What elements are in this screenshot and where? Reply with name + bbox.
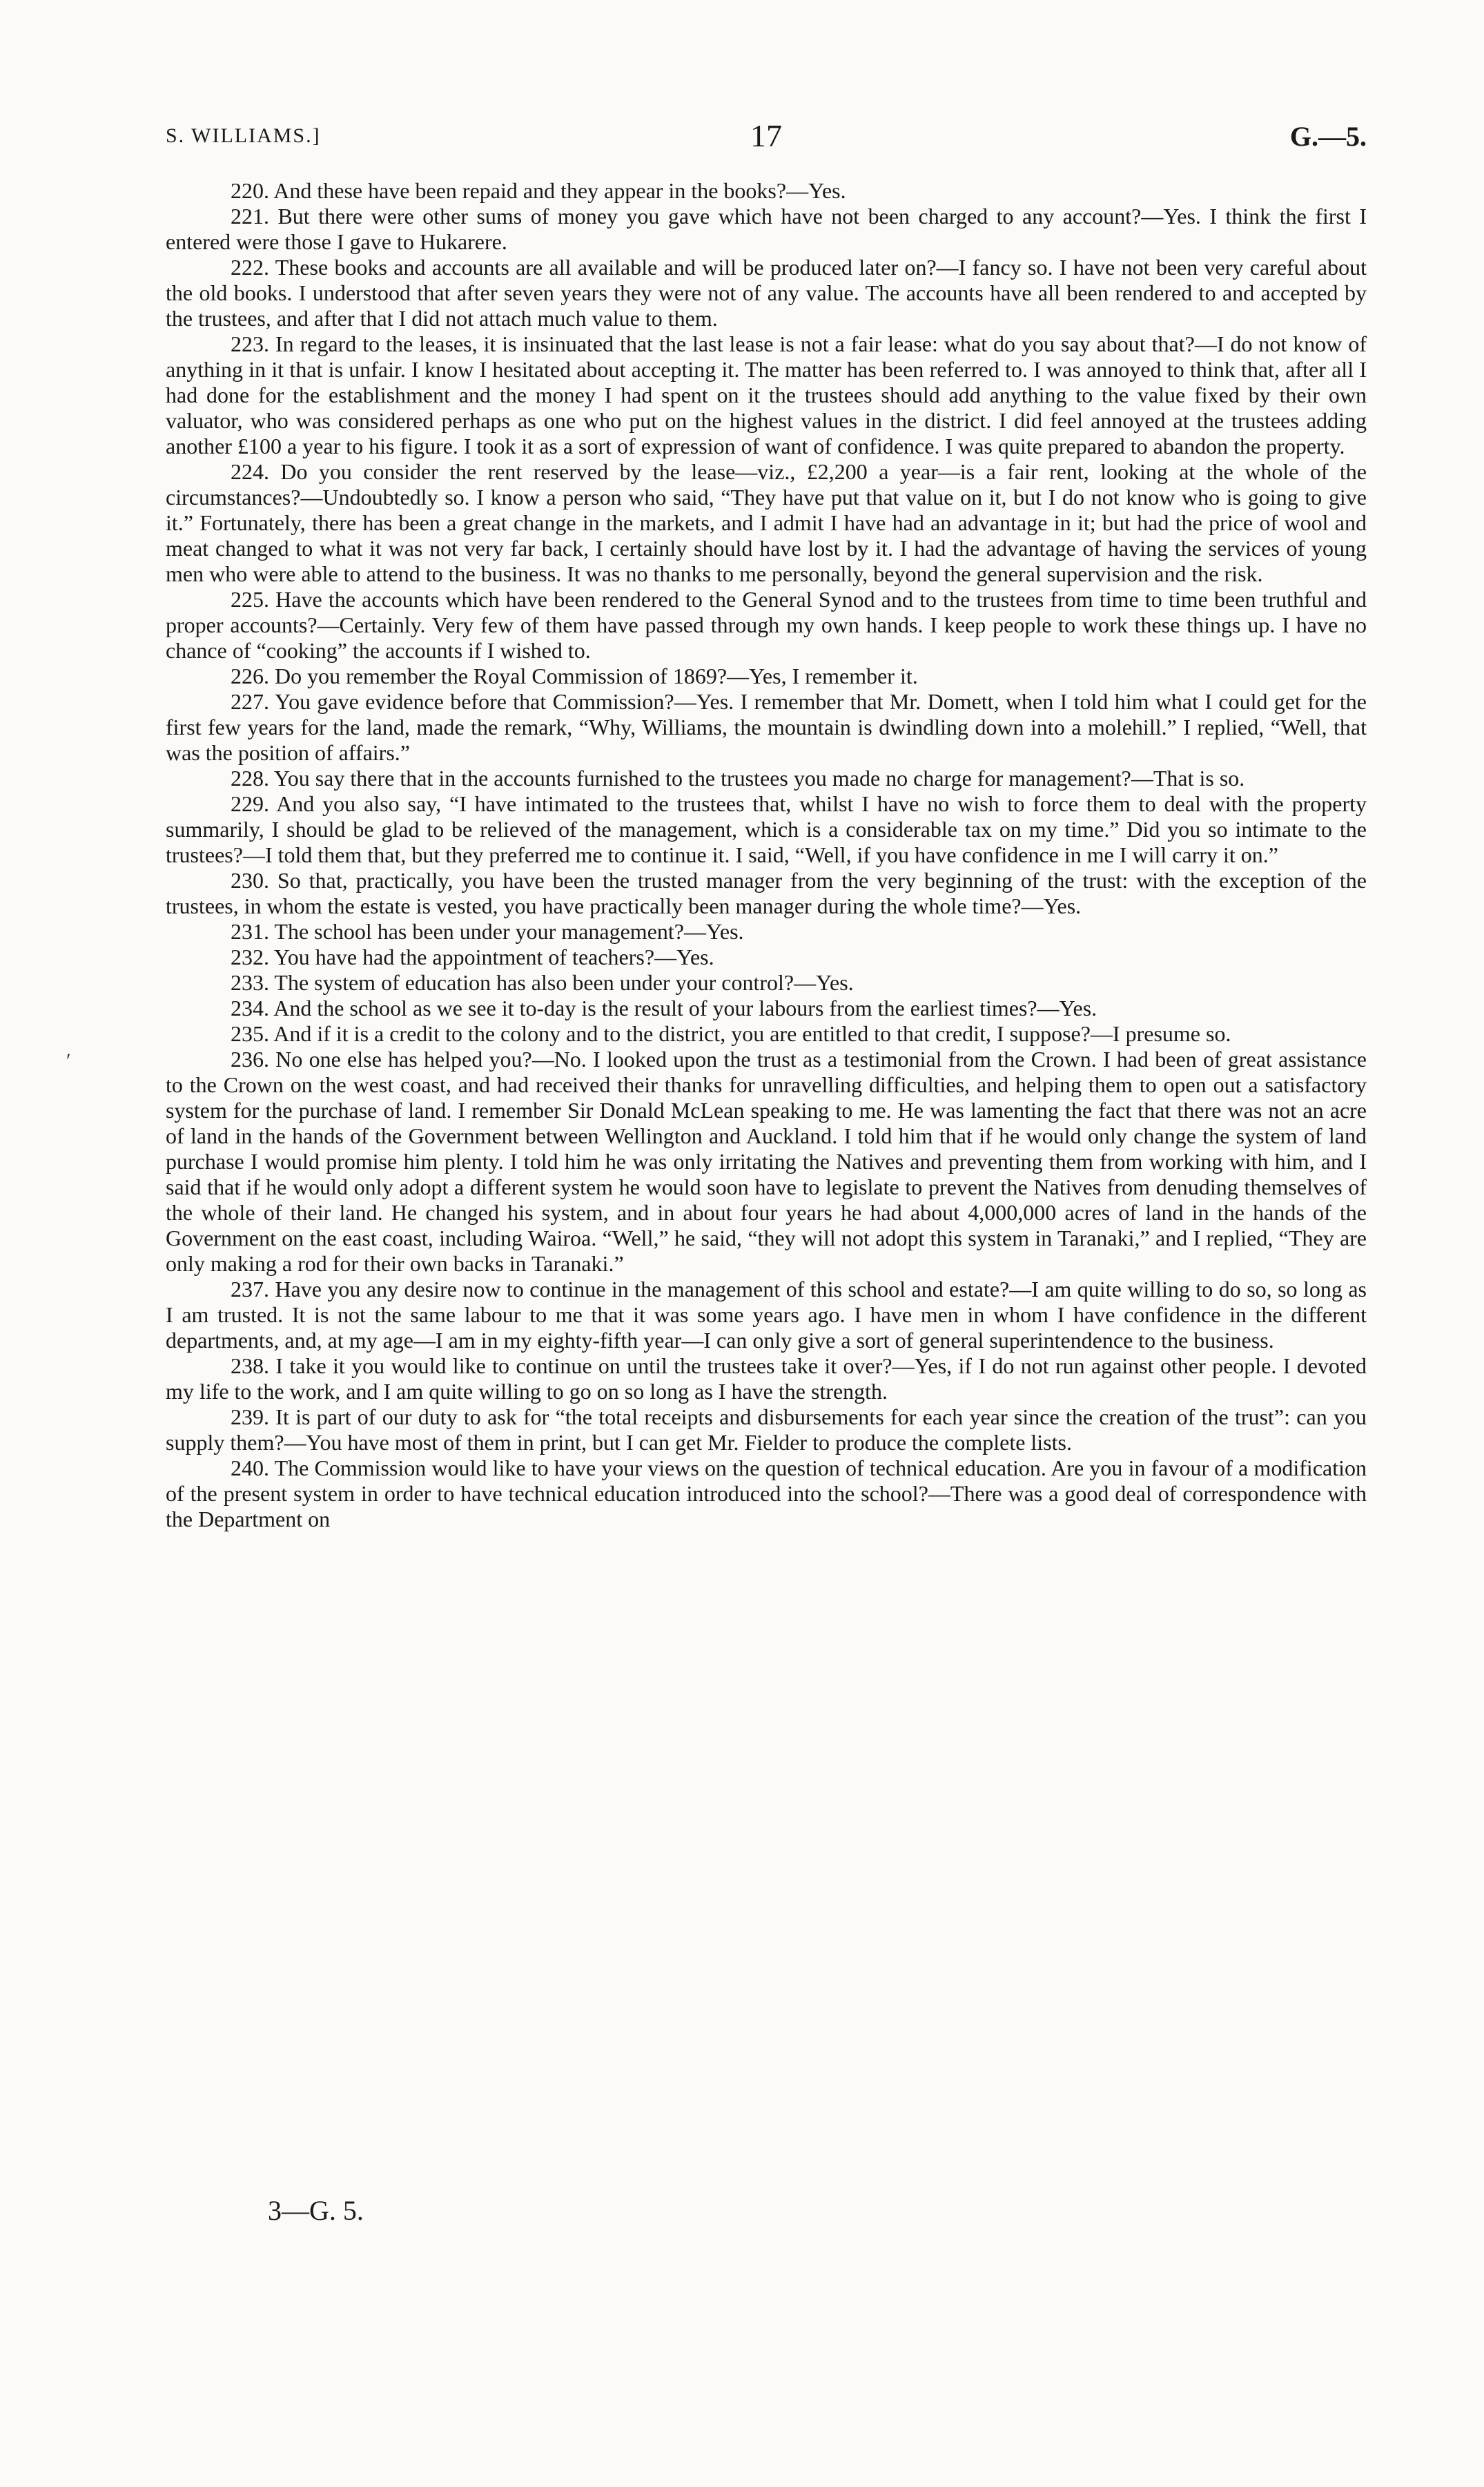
paragraph-231: 231. The school has been under your management?—Yes. xyxy=(231,919,744,944)
margin-mark: ′ xyxy=(66,1049,71,1072)
paragraph-223: 223. In regard to the leases, it is insinuated that the last lease is not a fair lease: what do you say about that?—I do not know of anything in it that is unfair. I know I hesitated about accepting it. The matter has been referred to. I was annoyed to think that, after all I had done for the establishment and the money I had spent on it the trustees should add anything to the value fixed by their own valuator, who was considered perhaps as one who put on the highest values in the district. I did feel annoyed at the trustees adding another £100 a year to his figure. I took it as a sort of expression of want of confidence. I was quite prepared to abandon the property. xyxy=(166,331,1367,458)
paragraph-234: 234. And the school as we see it to-day is the result of your labours from the earliest times?—Yes. xyxy=(231,996,1097,1020)
paragraph-237: 237. Have you any desire now to continue in the management of this school and estate?—I am quite willing to do so, so long as I am trusted. It is not the same labour to me that it was some years ago. I have men in whom I have confidence in the different departments, and, at my age—I am in my eighty-fifth year—I can only give a sort of general superintendence to the business. xyxy=(166,1277,1367,1353)
page-header xyxy=(166,117,1367,166)
paragraph-220: 220. And these have been repaid and they appear in the books?—Yes. xyxy=(231,178,846,203)
paragraph-232: 232. You have had the appointment of teachers?—Yes. xyxy=(231,945,714,969)
paragraph-240: 240. The Commission would like to have your views on the question of technical education. Are you in favour of a modification of the present system in order to have technical education introduced into the school?—There was a good deal of correspondence with the Department on xyxy=(166,1455,1367,1531)
printer-signature: 3—G. 5. xyxy=(268,2195,364,2226)
paragraph-233: 233. The system of education has also been under your control?—Yes. xyxy=(231,970,854,995)
paragraph-227: 227. You gave evidence before that Commission?—Yes. I remember that Mr. Domett, when I told him what I could get for the first few years for the land, made the remark, “Why, Williams, the mountain is dwindling down into a molehill.” I replied, “Well, that was the position of affairs.” xyxy=(166,689,1367,765)
evidence-body xyxy=(166,178,1367,1532)
paragraph-228: 228. You say there that in the accounts furnished to the trustees you made no charge for management?—That is so. xyxy=(231,766,1245,791)
paragraph-235: 235. And if it is a credit to the colony and to the district, you are entitled to that credit, I suppose?—I presume so. xyxy=(231,1021,1231,1046)
page-number: 17 xyxy=(750,118,782,153)
paragraph-239: 239. It is part of our duty to ask for “the total receipts and disbursements for each year since the creation of the trust”: can you supply them?—You have most of them in print, but I can get Mr. Fielder to produce the complete lists. xyxy=(166,1404,1367,1455)
paragraph-221: 221. But there were other sums of money you gave which have not been charged to any account?—Yes. I think the first I entered were those I gave to Hukarere. xyxy=(166,204,1367,254)
witness-name: S. WILLIAMS.] xyxy=(166,124,321,147)
paragraph-229: 229. And you also say, “I have intimated to the trustees that, whilst I have no wish to force them to deal with the property summarily, I should be glad to be relieved of the management, which is a considerable tax on my time.” Did you so intimate to the trustees?—I told them that, but they preferred me to continue it. I said, “Well, if you have confidence in me I will carry it on.” xyxy=(166,791,1367,867)
paper-reference: G.—5. xyxy=(1289,121,1367,152)
paragraph-230: 230. So that, practically, you have been the trusted manager from the very beginning of the trust: with the exception of the trustees, in whom the estate is vested, you have practically been manager during the whole time?—Yes. xyxy=(166,868,1367,918)
paragraph-226: 226. Do you remember the Royal Commission of 1869?—Yes, I remember it. xyxy=(231,664,918,688)
paragraph-224: 224. Do you consider the rent reserved by the lease—viz., £2,200 a year—is a fair rent, looking at the whole of the circumstances?—Undoubtedly so. I know a person who said, “They have put that value on it, but I do not know who is going to give it.” Fortunately, there has been a great change in the markets, and I admit I have had an advantage in it; but had the price of wool and meat changed to what it was not very far back, I certainly should have lost by it. I had the advantage of having the services of young men who were able to attend to the business. It was no thanks to me personally, beyond the general supervision and the risk. xyxy=(166,459,1367,586)
paragraph-222: 222. These books and accounts are all available and will be produced later on?—I fancy so. I have not been very careful about the old books. I understood that after seven years they were not of any value. The accounts have all been rendered to and accepted by the trustees, and after that I did not attach much value to them. xyxy=(166,255,1367,331)
paragraph-236: 236. No one else has helped you?—No. I looked upon the trust as a testimonial from the Crown. I had been of great assistance to the Crown on the west coast, and had received their thanks for unravelling difficulties, and helping them to open out a satisfactory system for the purchase of land. I remember Sir Donald McLean speaking to me. He was lamenting the fact that there was not an acre of land in the hands of the Government between Wellington and Auckland. I told him that if he would only change the system of land purchase I would promise him plenty. I told him he was only irritating the Natives and preventing them from working with him, and I said that if he would only adopt a different system he would soon have to legislate to prevent the Natives from denuding themselves of the whole of their land. He changed his system, and in about four years he had about 4,000,000 acres of land in the hands of the Government on the east coast, including Wairoa. “Well,” he said, “they will not adopt this system in Taranaki,” and I replied, “They are only making a rod for their own backs in Taranaki.” xyxy=(166,1047,1367,1276)
paragraph-225: 225. Have the accounts which have been rendered to the General Synod and to the trustees from time to time been truthful and proper accounts?—Certainly. Very few of them have passed through my own hands. I keep people to work these things up. I have no chance of “cooking” the accounts if I wished to. xyxy=(166,587,1367,663)
paragraph-238: 238. I take it you would like to continue on until the trustees take it over?—Yes, if I do not run against other people. I devoted my life to the work, and I am quite willing to go on so long as I have the strength. xyxy=(166,1353,1367,1404)
